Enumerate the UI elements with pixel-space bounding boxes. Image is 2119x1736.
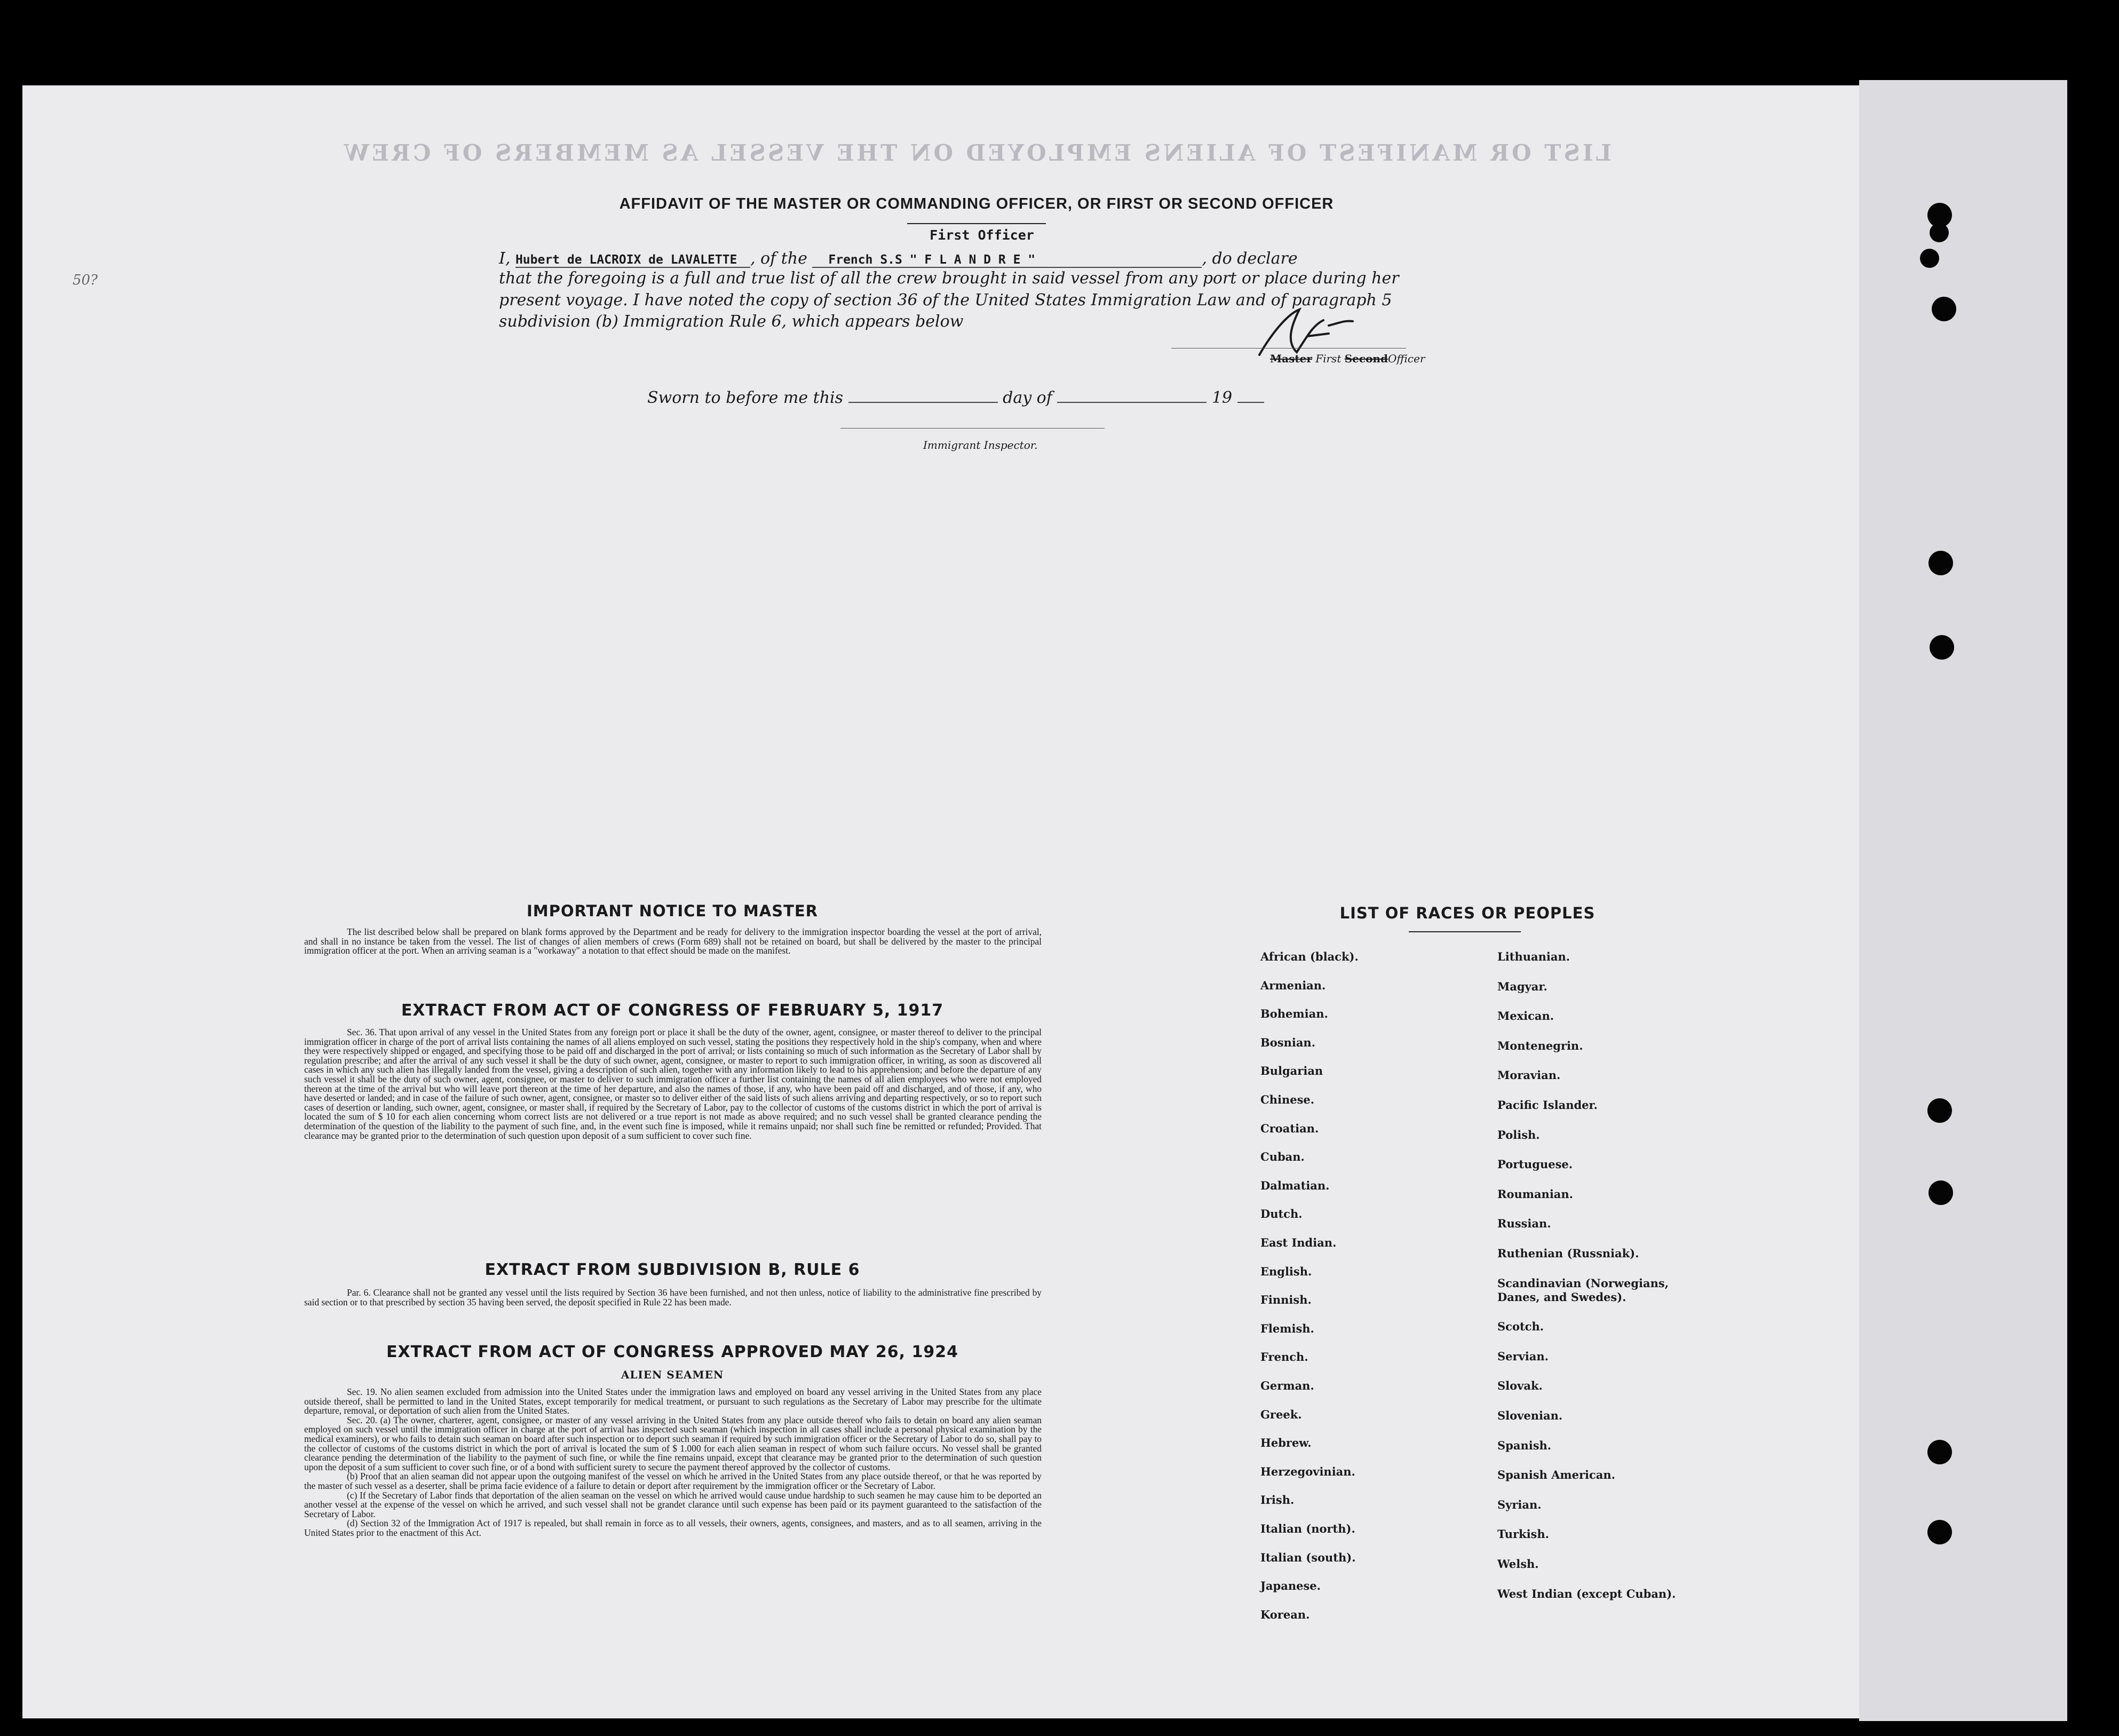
race-item: Portuguese. — [1497, 1158, 1573, 1171]
race-item: Greek. — [1260, 1407, 1302, 1421]
races-title: LIST OF RACES OR PEOPLES — [1339, 904, 1596, 922]
race-item: Croatian. — [1260, 1121, 1319, 1135]
signature-label-officer: Officer — [1387, 352, 1425, 365]
race-item: French. — [1260, 1350, 1308, 1364]
race-item: Bosnian. — [1260, 1035, 1316, 1049]
race-item: Irish. — [1260, 1493, 1295, 1507]
sworn-year: 19 — [1211, 389, 1233, 407]
race-item: Korean. — [1260, 1607, 1310, 1621]
margin-note: 50? — [73, 272, 98, 288]
punch-hole — [1927, 1098, 1952, 1123]
extract3-sec20d: (d) Section 32 of the Immigration Act of 1917 is repealed, but shall remain in force as to all vessels, their owners, agents, consignees, and masters, and as to all seamen, arriving in the United States prior to the enactment of this Act. — [304, 1518, 1042, 1538]
punch-hole — [1932, 297, 1956, 321]
extract3-text — [304, 1388, 1042, 1538]
race-item: German. — [1260, 1379, 1314, 1392]
race-item: Montenegrin. — [1497, 1039, 1583, 1052]
race-item: West Indian (except Cuban). — [1497, 1587, 1676, 1600]
sworn-month-blank — [1057, 390, 1207, 403]
extract1-paragraph: Sec. 36. That upon arrival of any vessel in the United States from any foreign port or place it shall be the duty of the owner, agent, consignee, or master thereof to deliver to the principal immigration officer in charge of the port of arrival lists containing the names of all aliens employed on such vessel, stating the positions they respectively hold in the ship's company, when and where they were respectively shipped or engaged, and specifying those to be paid off and discharged in the port of arrival; or lists containing so much of such information as the Secretary of Labor shall by regulation prescribe; and after the arrival of any such vessel it shall be the duty of such owner, agent, consignee, or master to report to such immigration officer, in writing, as soon as discovered all cases in which any such alien has illegally landed from the vessel, giving a description of such alien, together with any information likely to lead to his apprehension; and before the departure of any such vessel it shall be the duty of such owner, agent, consignee, or master to deliver to such immigration officer a further list containing the names of all alien employees who were not employed thereon at the time of the arrival but who will leave port thereon at the time of her departure, and also the names of those, if any, who have been paid off and discharged, and of those, if any, who have deserted or landed; and in case of the failure of such owner, agent, consignee, or master so to deliver either of the said lists of such aliens arriving and departing respectively, or so to report such cases of desertion or landing, such owner, agent, consignee, or master shall, if required by the Secretary of Labor, pay to the collector of customs of the customs district in which the port of arrival is located the sum of $ 10 for each alien concerning whom correct lists are not delivered or a true report is not made as above required; and no such vessel shall be granted clearance pending the determination of the question of the liability to the payment of such fine, and, in the event such fine is imposed, while it remains unpaid; nor shall such fine be remitted or refunded; Provided. That clearance may be granted prior to the determination of such question upon deposit of a sum sufficient to cover such fine. — [304, 1027, 1042, 1141]
affidavit-line-1 — [499, 249, 1298, 268]
race-item: Syrian. — [1497, 1497, 1542, 1511]
race-item: Flemish. — [1260, 1321, 1314, 1335]
race-item: English. — [1260, 1264, 1312, 1278]
race-item: Slovak. — [1497, 1379, 1543, 1393]
signature-label-struck-second: Second — [1344, 352, 1388, 365]
extract3-sec20a: Sec. 20. (a) The owner, charterer, agent, consignee, or master of any vessel arriving in the United States from any place outside thereof who fails to detain on board any alien seaman employed on such vessel until the immigration officer in charge at the port of arrival has inspected such seaman (which inspection in all cases shall include a personal physical examination by the medical examiners), or who fails to detain such seaman on board after such inspection or to deport such seaman if required by such immigration officer or the Secretary of Labor to do so, shall pay to the collector of customs of the customs district in which the port of arrival is located the sum of $ 1.000 for each alien seaman in respect of whom such failure occurs. No vessel shall be granted clearance pending the determination of the liability to the payment of such fine, or while the fine remains unpaid, except that clearance may be granted prior to the determination of such question upon the deposit of a sum sufficient to cover such fine, or of a bond with sufficient surety to secure the payment thereof approved by the collector of customs. — [304, 1414, 1042, 1472]
inspector-line — [840, 428, 1105, 429]
extract1-title: EXTRACT FROM ACT OF CONGRESS OF FEBRUARY 5, 1917 — [401, 1001, 944, 1020]
punch-hole — [1928, 551, 1953, 575]
race-item: Pacific Islander. — [1497, 1098, 1598, 1112]
punch-hole — [1930, 223, 1949, 242]
race-item: Japanese. — [1260, 1579, 1321, 1593]
affidavit-line-4: subdivision (b) Immigration Rule 6, which appears below — [499, 312, 964, 331]
extract3-sec19: Sec. 19. No alien seamen excluded from admission into the United States under the immigration laws and employed on board any vessel arriving in the United States from any place outside thereof, shall be permitted to land in the United States, except temporarily for medical treatment, or pursuant to such regulations as the Secretary of Labor may prescribe for the ultimate departure, removal, or deportation of such alien from the United States. — [304, 1386, 1042, 1416]
sworn-day-of: day of — [1003, 389, 1052, 407]
race-item: Ruthenian (Russniak). — [1497, 1247, 1639, 1260]
race-item: Italian (north). — [1260, 1522, 1355, 1535]
race-item: East Indian. — [1260, 1236, 1337, 1249]
inspector-label: Immigrant Inspector. — [923, 439, 1038, 451]
vessel-name: French S.S " F L A N D R E " — [812, 253, 1202, 268]
race-item: African (black). — [1260, 950, 1359, 963]
sworn-year-blank — [1237, 390, 1264, 403]
race-item: Spanish American. — [1497, 1468, 1615, 1482]
extract2-title: EXTRACT FROM SUBDIVISION B, RULE 6 — [485, 1261, 860, 1279]
affidavit-pre: I, — [499, 249, 511, 268]
race-item: Italian (south). — [1260, 1550, 1356, 1564]
races-title-rule — [1409, 931, 1521, 932]
affidavit-declare: , do declare — [1202, 249, 1298, 268]
race-item: Bulgarian — [1260, 1064, 1323, 1078]
extract2-paragraph: Par. 6. Clearance shall not be granted any vessel until the lists required by Section 36 have been furnished, and not then unless, notice of liability to the administrative fine prescribed by said section or to that prescribed by section 35 having been served, the deposit specified in Rule 22 has been made. — [304, 1287, 1042, 1307]
race-item: Cuban. — [1260, 1150, 1305, 1164]
notice-text — [304, 928, 1042, 956]
page-edge-strip — [1859, 80, 2067, 1721]
extract1-text — [304, 1028, 1042, 1140]
race-item: Russian. — [1497, 1217, 1551, 1231]
race-item: Magyar. — [1497, 979, 1547, 993]
race-item: Armenian. — [1260, 978, 1326, 992]
bleed-through-heading: LIST OR MANIFEST OF ALIENS EMPLOYED ON THE VESSEL AS MEMBERS OF CREW — [341, 140, 1612, 166]
extract3-sec20b: (b) Proof that an alien seaman did not appear upon the outgoing manifest of the vessel on which he arrived in the United States from any place outside thereof, or that he was reported by the master of such vessel as a deserter, shall be prima facie evidence of a failure to detain or deport after requirement by the immigration officer or the Secretary of Labor. — [304, 1471, 1042, 1491]
extract3-subtitle: ALIEN SEAMEN — [621, 1368, 724, 1381]
race-item: Scotch. — [1497, 1320, 1544, 1334]
extract3-sec20c: (c) If the Secretary of Labor finds that deportation of the alien seaman on the vessel on which he arrived would cause undue hardship to such seamen he may cause him to be deported an another vessel at the expense of the vessel on which he arrived, and such vessel shall not be grandet clarance until such expense has been paid or its payment guaranteed to the satisfaction of the Secretary of Labor. — [304, 1489, 1042, 1519]
race-item: Hebrew. — [1260, 1436, 1312, 1450]
sworn-day-blank — [848, 390, 998, 403]
notice-paragraph: The list described below shall be prepared on blank forms approved by the Department and be ready for delivery to the immigration inspector boarding the vessel at the port of arrival, and shall in no instance be taken from the vessel. The list of changes of alien members of crews (Form 689) shall not be retained on board, but shall be delivered by the master to the principal immigration officer at the port. When an arriving seaman is a "workaway" a notation to that effect should be made on the manifest. — [304, 926, 1042, 956]
race-item: Welsh. — [1497, 1557, 1539, 1571]
affidavit-title: AFFIDAVIT OF THE MASTER OR COMMANDING OFFICER, OR FIRST OR SECOND OFFICER — [619, 195, 1334, 212]
race-item: Dutch. — [1260, 1207, 1303, 1221]
race-item: Roumanian. — [1497, 1187, 1573, 1201]
officer-name: Hubert de LACROIX de LAVALETTE — [515, 253, 750, 268]
race-item: Servian. — [1497, 1349, 1549, 1363]
sworn-pre: Sworn to before me this — [647, 389, 844, 407]
race-item: Polish. — [1497, 1128, 1540, 1142]
affidavit-role: First Officer — [930, 227, 1034, 243]
signature-label — [1270, 352, 1425, 365]
race-item: Slovenian. — [1497, 1409, 1563, 1422]
race-item: Moravian. — [1497, 1068, 1561, 1082]
sworn-line — [647, 389, 1264, 407]
signature-label-first: First — [1315, 352, 1342, 365]
notice-title: IMPORTANT NOTICE TO MASTER — [526, 902, 819, 920]
affidavit-line-2: that the foregoing is a full and true list of all the crew brought in said vessel from any port or place during her — [499, 269, 1399, 288]
extract2-text — [304, 1288, 1042, 1307]
punch-hole — [1928, 1180, 1953, 1205]
affidavit-of: , of the — [750, 249, 807, 268]
race-item: Lithuanian. — [1497, 950, 1570, 963]
race-item: Mexican. — [1497, 1009, 1554, 1023]
race-item: Scandinavian (Norwegians, Danes, and Swedes). — [1497, 1276, 1669, 1304]
race-item: Finnish. — [1260, 1293, 1312, 1307]
race-item: Herzegovinian. — [1260, 1464, 1355, 1478]
signature-label-struck-master: Master — [1270, 352, 1312, 365]
affidavit-title-rule — [907, 223, 1046, 224]
race-item: Turkish. — [1497, 1527, 1549, 1541]
race-item: Bohemian. — [1260, 1007, 1328, 1021]
affidavit-line-3: present voyage. I have noted the copy of section 36 of the United States Immigration Law and of paragraph 5 — [499, 291, 1392, 310]
punch-hole — [1927, 1440, 1952, 1464]
race-item: Spanish. — [1497, 1438, 1552, 1452]
extract3-title: EXTRACT FROM ACT OF CONGRESS APPROVED MAY 26, 1924 — [386, 1343, 958, 1361]
punch-hole — [1920, 249, 1939, 268]
race-item: Dalmatian. — [1260, 1178, 1330, 1192]
punch-hole — [1927, 1520, 1952, 1544]
punch-hole — [1930, 635, 1954, 660]
race-item: Chinese. — [1260, 1093, 1315, 1106]
